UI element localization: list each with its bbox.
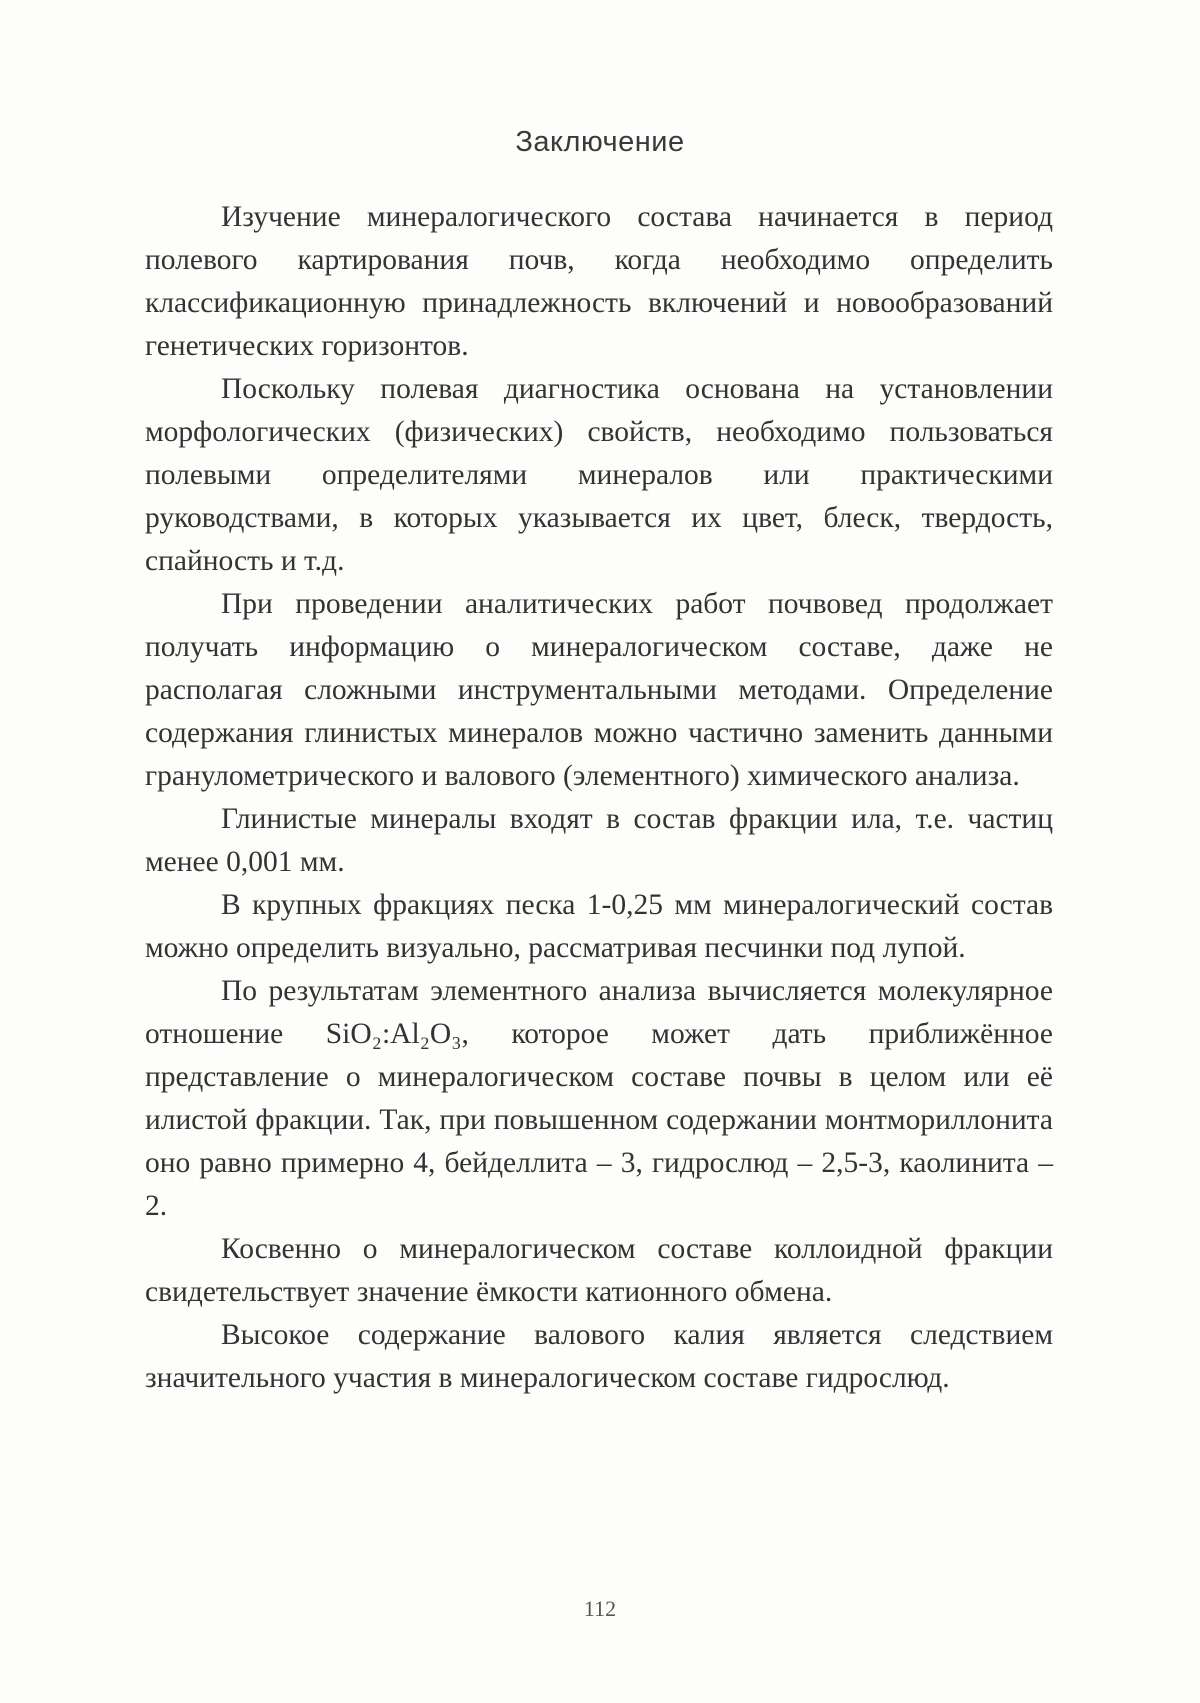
paragraph: По результатам элементного анализа вычисляется молекулярное отношение SiO₂:Al₂O₃, которое может дать приближённое представление о минералогическом составе почвы в целом или её илистой фракции. Так, при повышенном содержании монтмориллонита оно равно примерно 4, бейделлита – 3, гидрослюд – 2,5-3, каолинита – 2. [145, 975, 1053, 1222]
paragraph: Глинистые минералы входят в состав фракции ила, т.е. частиц менее 0,001 мм. [145, 803, 1053, 878]
paragraph: Косвенно о минералогическом составе коллоидной фракции свидетельствует значение ёмкости катионного обмена. [145, 1233, 1053, 1308]
paragraph: Поскольку полевая диагностика основана на установлении морфологических (физических) свойств, необходимо пользоваться полевыми определителями минералов или практическими руководствами, в которых указывается их цвет, блеск, твердость, спайность и т.д. [145, 373, 1053, 577]
paragraph: Высокое содержание валового калия является следствием значительного участия в минералогическом составе гидрослюд. [145, 1319, 1053, 1394]
paragraph: В крупных фракциях песка 1-0,25 мм минералогический состав можно определить визуально, рассматривая песчинки под лупой. [145, 889, 1053, 964]
paragraph: Изучение минералогического состава начинается в период полевого картирования почв, когда необходимо определить классификационную принадлежность включений и новообразований генетических горизонтов. [145, 201, 1053, 362]
body-text [145, 196, 1053, 1400]
page-title: Заключение [515, 126, 685, 158]
paragraph: При проведении аналитических работ почвовед продолжает получать информацию о минералогическом составе, даже не располагая сложными инструментальными методами. Определение содержания глинистых минералов можно частично заменить данными гранулометрического и валового (элементного) химического анализа. [145, 588, 1053, 792]
page-number: 112 [583, 1596, 617, 1621]
